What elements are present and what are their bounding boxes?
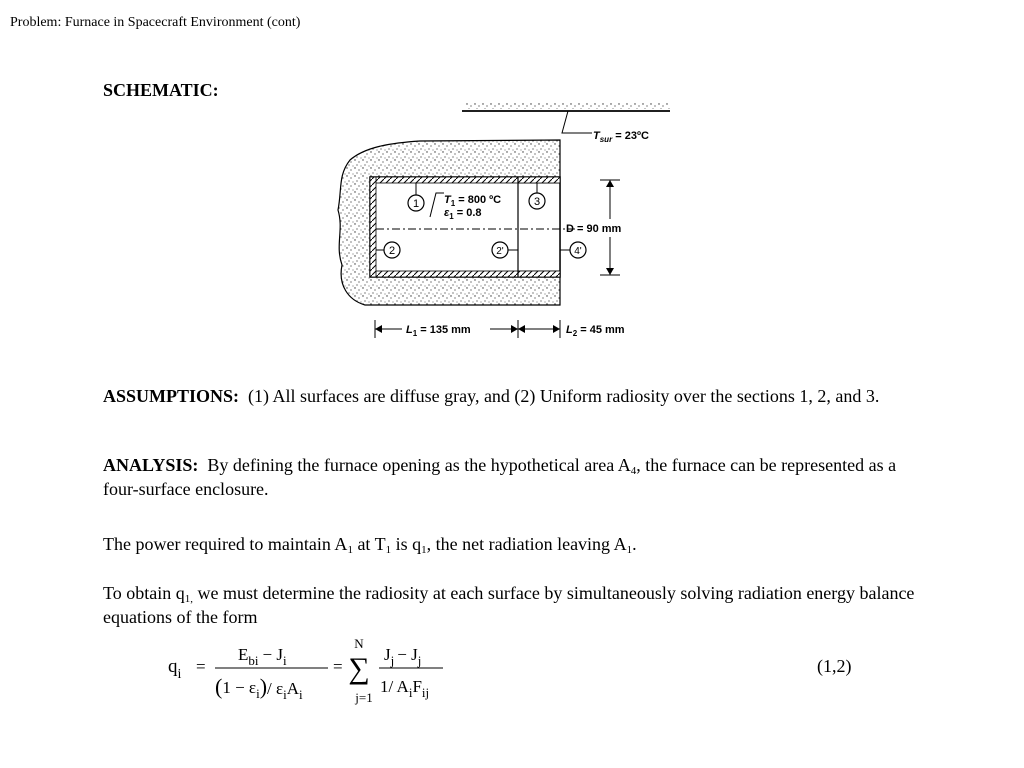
schematic-heading: SCHEMATIC: [103, 80, 219, 100]
svg-text:Tsur = 23ºC: $T_{sur}$ = 23ºC [593, 130, 649, 144]
furnace-tube [370, 177, 575, 277]
svg-text:j=1: j=1 [355, 690, 373, 705]
svg-text:2: 2 [388, 245, 396, 257]
furnace-schematic [330, 95, 670, 350]
length-dimensions [375, 320, 625, 338]
power-statement: The power required to maintain $A_1$ at $T_1$ is $q_1$, the net radiation leaving $A_1$. [103, 534, 637, 556]
t-sur-label [562, 111, 649, 144]
svg-text:T1 = 800 ºC: $T_1 = 800$ ºC [444, 194, 502, 208]
surface-marker-4 [560, 242, 586, 258]
svg-text:L2 = 45 mm: $L_2 = 45$ mm [566, 324, 625, 338]
analysis-label: ANALYSIS: [103, 455, 199, 475]
assumptions-label: ASSUMPTIONS: [103, 386, 240, 406]
svg-text:=: = [196, 657, 206, 676]
svg-text:qi: $q_i$ [168, 656, 182, 682]
svg-text:N: N [354, 636, 364, 651]
svg-text:(1 − εi)/ εiAi: $(1 - \varepsilon_i)/$ $\varepsilon_iA_i$ [215, 674, 303, 702]
radiosity-equation [160, 632, 460, 712]
svg-text:=: = [333, 657, 343, 676]
svg-text:Jj− Jj: $J_j - J_j$ [384, 645, 422, 668]
svg-text:3: 3 [533, 196, 541, 208]
svg-text:Ebi− Ji: $E_{bi} - J_i$ [238, 645, 287, 668]
problem-title: Problem: Furnace in Spacecraft Environment (cont) [10, 15, 301, 30]
analysis-paragraph: ANALYSIS: By defining the furnace opening as the hypothetical area $A_4$, the furnace can be represented as a four-surface enclosure. [103, 455, 897, 499]
svg-text:2': 2' [496, 246, 504, 257]
svg-text:4': 4' [574, 246, 582, 257]
assumptions-paragraph [103, 384, 933, 408]
equation-number: (1,2) [817, 656, 852, 676]
svg-text:L1 = 135 mm: $L_1 = 135$ mm [406, 324, 471, 338]
svg-text:1/ AiFij: 1/ $A_iF_{ij}$ [380, 677, 430, 700]
assumptions-text: (1) All surfaces are diffuse gray, and (2) Uniform radiosity over the sections 1, 2, and 3. [248, 386, 880, 406]
obtain-statement: To obtain $q_{1,}$ we must determine the radiosity at each surface by simultaneously solving radiation energy balance equations of the form [103, 583, 915, 627]
svg-text:ε1 = 0.8: $\varepsilon_1 = 0.8$ [444, 207, 482, 221]
svg-text:D = 90 mm: D = 90 mm [566, 223, 622, 235]
diameter-dimension [566, 180, 622, 275]
svg-text:1: 1 [412, 198, 420, 210]
svg-text:∑: ∑ [348, 652, 370, 685]
